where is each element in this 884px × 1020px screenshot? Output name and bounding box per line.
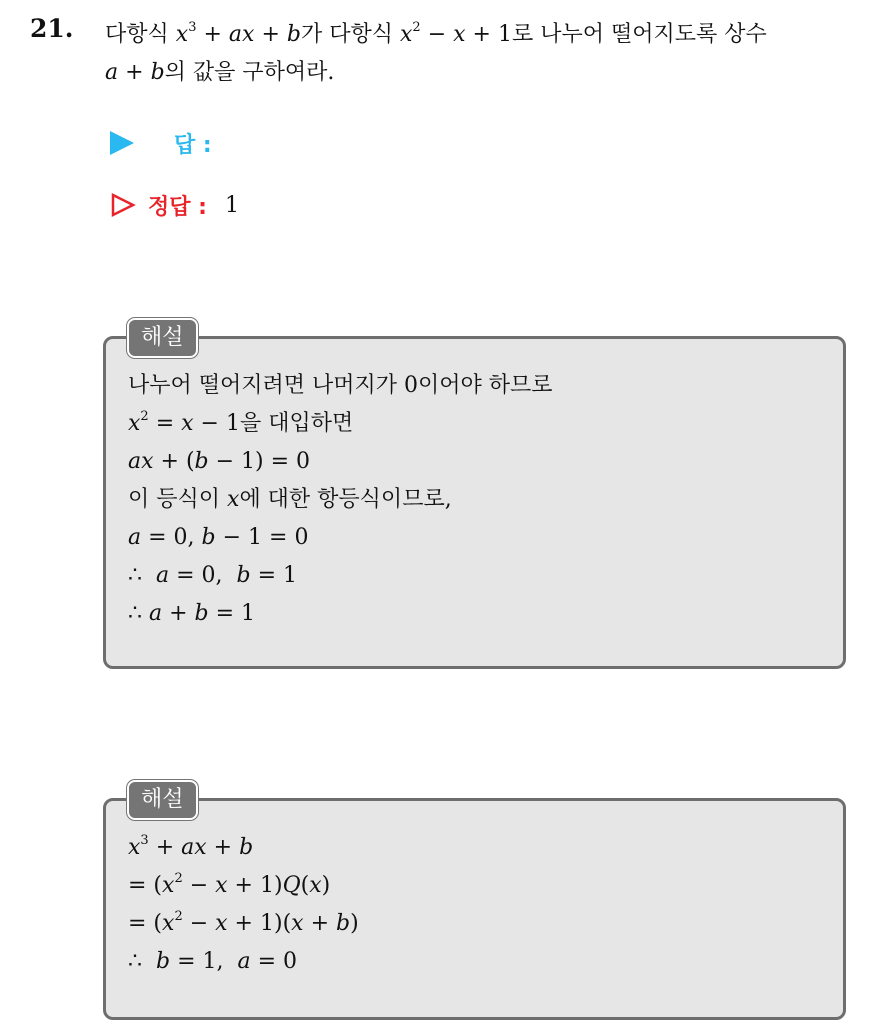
answer-label: 답 :	[174, 132, 212, 158]
explanation-1-tag: 해설	[127, 318, 198, 358]
explanation-2-line-4: ∴ b = 1, a = 0	[128, 949, 298, 974]
question-text	[105, 16, 865, 92]
explanation-box-2	[103, 798, 846, 1020]
answer-row	[110, 126, 212, 160]
explanation-1-line-1: 나누어 떨어지려면 나머지가 0이어야 하므로	[128, 373, 553, 398]
explanation-2-line-1: $x^3$ + ax + b	[128, 832, 254, 860]
explanation-1-line-4: 이 등식이 x에 대한 항등식이므로,	[128, 487, 452, 512]
explanation-1-line-2: $x^2 = x - 1$을 대입하면	[128, 408, 354, 436]
correct-answer-label: 정답 :	[148, 194, 207, 220]
explanation-1-line-7: ∴ a + b = 1	[128, 601, 256, 626]
explanation-1-line-5: a = 0, b − 1 = 0	[128, 525, 309, 550]
question-number: 21.	[30, 14, 74, 43]
explanation-1-line-3: ax + (b − 1) = 0	[128, 449, 311, 474]
question-line-2: a + b의 값을 구하여라.	[105, 60, 335, 85]
correct-answer-value: 1	[224, 192, 239, 218]
question-line-1: 다항식 $x^3$ + ax + b가 다항식 $x^2 - x + 1$로 나누어 떨어지도록 상수	[105, 19, 767, 47]
correct-answer-row	[110, 188, 239, 222]
explanation-1-line-6: ∴ a = 0, b = 1	[128, 563, 298, 588]
explanation-2-line-2: = $(x^2 - x + 1)Q(x)$	[128, 870, 331, 898]
solid-triangle-right-icon	[110, 131, 134, 155]
outline-triangle-right-icon	[110, 192, 136, 218]
explanation-2-tag: 해설	[127, 780, 198, 820]
explanation-2-lines	[128, 829, 359, 981]
explanation-1-lines	[128, 367, 553, 633]
explanation-box-1	[103, 336, 846, 669]
explanation-2-line-3: = $(x^2 - x + 1)(x + b)$	[128, 908, 359, 936]
